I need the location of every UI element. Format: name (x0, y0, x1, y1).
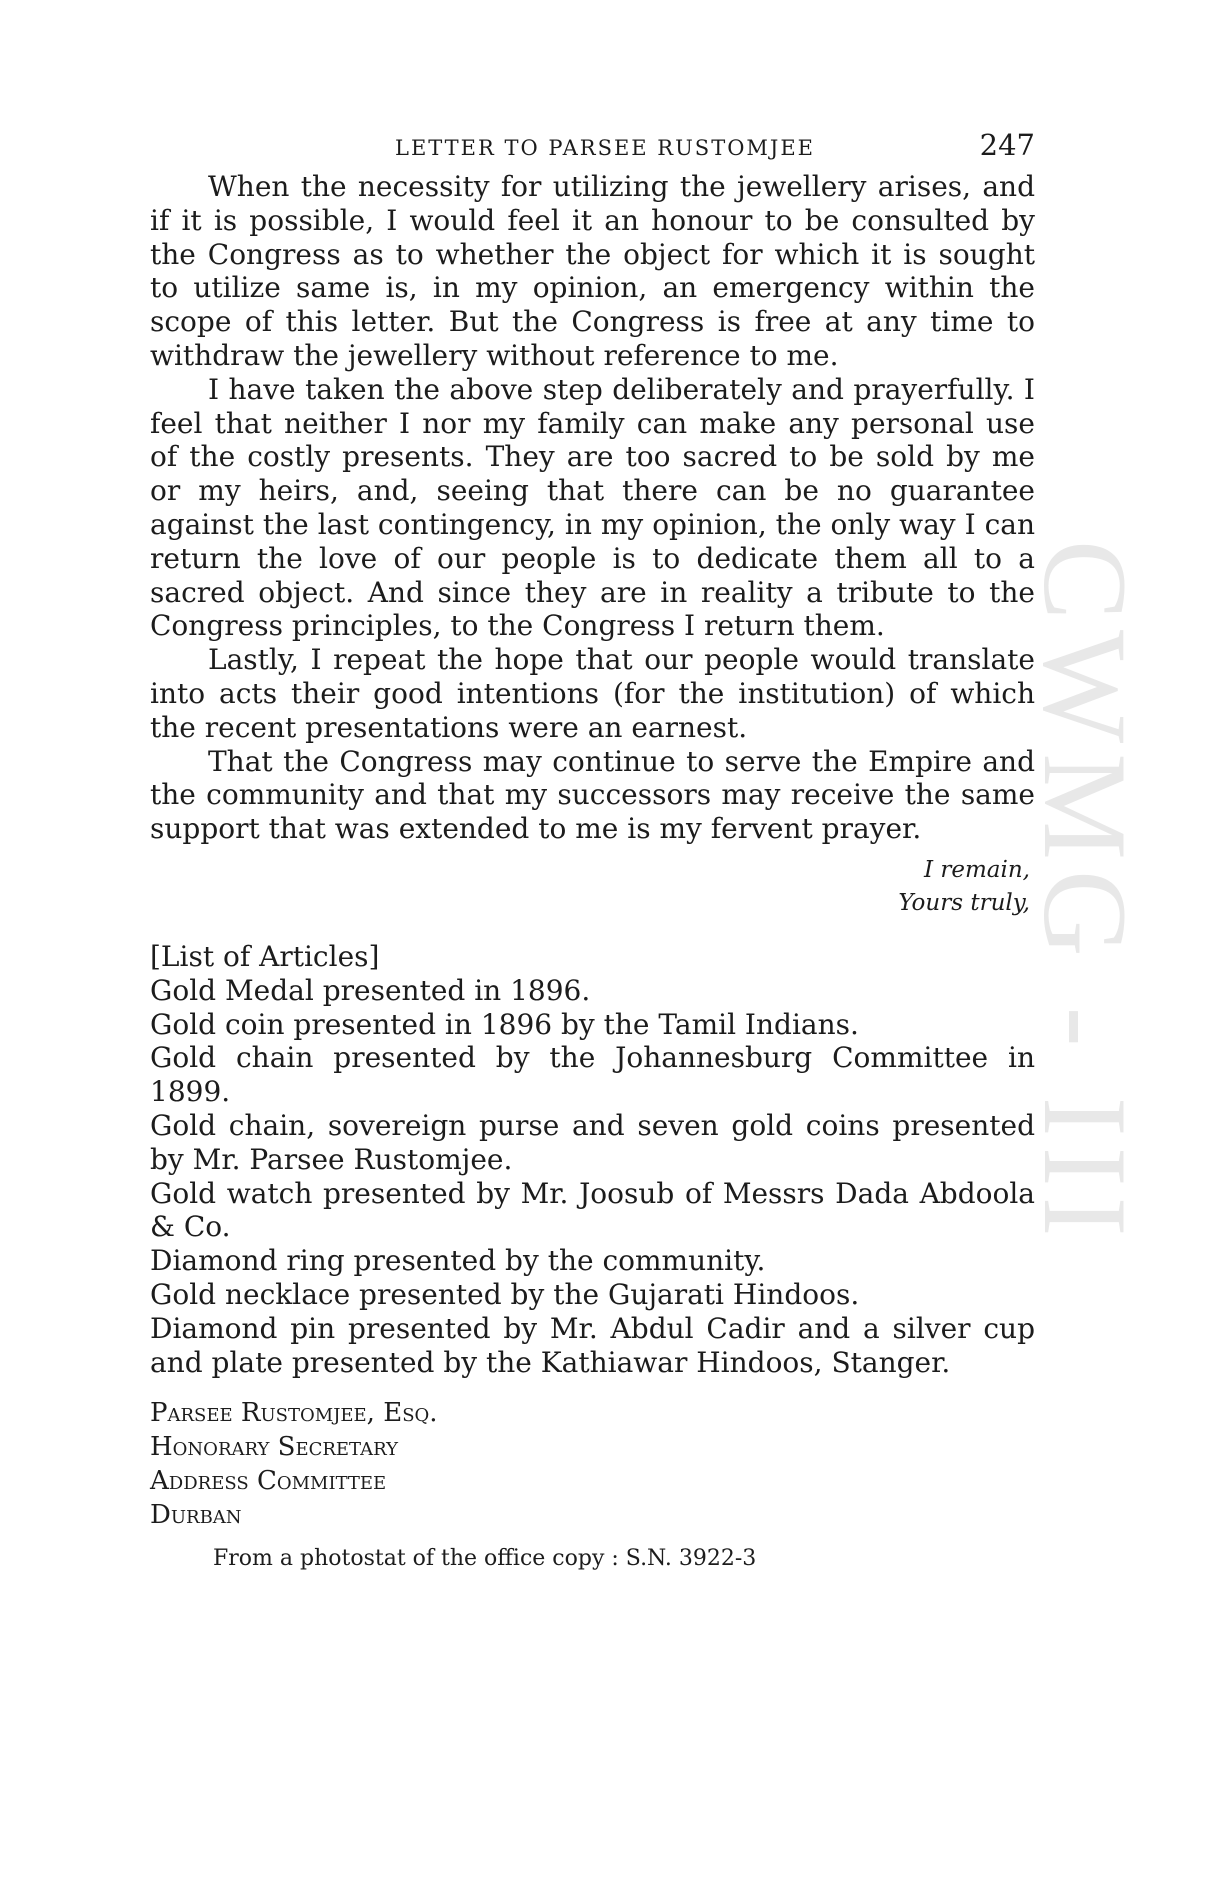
list-item: Gold coin presented in 1896 by the Tamil Indians. (150, 1007, 859, 1041)
articles-heading: [List of Articles] (150, 939, 380, 973)
page-number: 247 (979, 128, 1035, 162)
addressee-line: Honorary Secretary (150, 1432, 398, 1463)
addressee-line: Durban (150, 1499, 242, 1530)
running-head (150, 120, 1035, 170)
addressee-block (150, 1397, 1035, 1532)
addressee-line: Parsee Rustomjee, Esq. (150, 1398, 438, 1429)
source-note: From a photostat of the office copy : S.N. 3922-3 (213, 1546, 757, 1572)
paragraph: I have taken the above step deliberately and prayerfully. I feel that neither I nor my family can make any personal use of the costly presents. They are too sacred to be sold by me or my heirs, and, seeing that there can be no guarantee against the last contingency, in my opinion, the only way I can return the love of our people is to dedicate them all to a sacred object. And since they are in reality a tribute to the Congress principles, to the Congress I return them. (150, 372, 1035, 643)
list-item: Diamond pin presented by Mr. Abdul Cadir and a silver cup and plate presented by the Kathiawar Hindoos, Stanger. (150, 1311, 1035, 1379)
list-item: Diamond ring presented by the community. (150, 1244, 766, 1278)
letter-body (150, 170, 1035, 846)
running-head-title: LETTER TO PARSEE RUSTOMJEE (395, 136, 815, 160)
articles-list (150, 940, 1035, 1379)
list-item: Gold necklace presented by the Gujarati Hindoos. (150, 1277, 860, 1311)
paragraph: When the necessity for utilizing the jewellery arises, and if it is possible, I would feel it an honour to be consulted by the Congress as to whether the object for which it is sought to utilize same is, in my opinion, an emergency within the scope of this letter. But the Congress is free at any time to withdraw the jewellery without reference to me. (150, 170, 1035, 372)
paragraph: That the Congress may continue to serve the Empire and the community and that my successors may receive the same support that was extended to me is my fervent prayer. (150, 744, 1035, 846)
closing-line: Yours truly, (898, 889, 1030, 916)
list-item: Gold chain presented by the Johannesburg Committee in 1899. (150, 1041, 1035, 1109)
list-item: Gold Medal presented in 1896. (150, 973, 591, 1007)
closing-line: I remain, (923, 856, 1030, 883)
paragraph: Lastly, I repeat the hope that our people would translate into acts their good intentions (for the institution) of which the recent presentations were an earnest. (150, 643, 1035, 744)
watermark: CWMG - III (1019, 540, 1152, 1247)
list-item: Gold watch presented by Mr. Joosub of Messrs Dada Abdoola & Co. (150, 1176, 1035, 1244)
closing (150, 854, 1035, 920)
document-page (150, 120, 1035, 1571)
list-item: Gold chain, sovereign purse and seven gold coins presented by Mr. Parsee Rustomjee. (150, 1108, 1035, 1176)
addressee-line: Address Committee (150, 1465, 387, 1496)
